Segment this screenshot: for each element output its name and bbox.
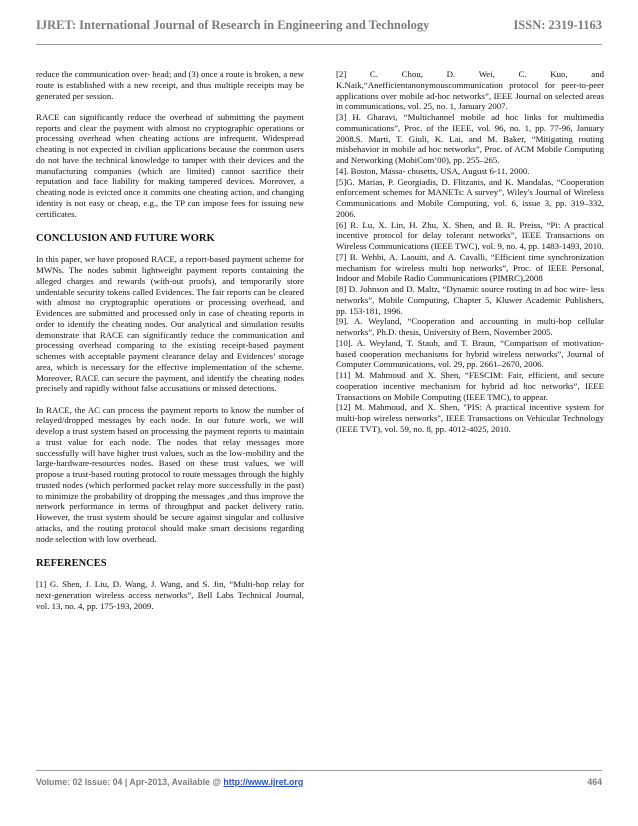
journal-link[interactable]: http://www.ijret.org: [223, 777, 304, 787]
reference-item: [9]. A. Weyland, “Cooperation and accounting in multi-hop cellular networks”, Ph.D. thesis, University of Bern, November 2005.: [336, 316, 604, 337]
reference-item: [4]. Boston, Massa- chusetts, USA, August 6-11, 2000.: [336, 165, 530, 176]
reference-item: [7] B. Wehbi, A. Laouiti, and A. Cavalli, “Efficient time synchronization mechanism for wireless multi hop networks”, Proc. of IEEE Personal, Indoor and Mobile Radio Communications (PIMRC),2008: [336, 251, 604, 284]
reference-item: [8] D. Johnson and D. Maltz, “Dynamic source routing in ad hoc wire- less networks”, Mobile Computing, Chapter 5, Kluwer Academic Publishers, pp. 153-181, 1996.: [336, 284, 604, 316]
paragraph: In RACE, the AC can process the payment reports to know the number of relayed/dropped messages by each node. In our future work, we will develop a trust system based on processing the payment reports to maintain a trust value for each node. The nodes that relay messages more successfully will have higher trust values, such as the low-mobility and the large-hardware-resources nodes. Based on these trust values, we will propose a trust-based routing protocol to route messages through the highly trusted nodes (which performed packet relay more successfully in the past) to minimize the probability of dropping the messages ,and thus improve the network performance in terms of throughput and packet delivery ratio. However, the trust system should be secure against singular and collusive attacks, and the routing protocol should make smart decisions regarding node selection with low overhead.: [36, 404, 304, 544]
reference-item: [3] H. Gharavi, “Multichannel mobile ad hoc links for multimedia communications”, Proc. of the IEEE, vol. 96, no. 1, pp. 77-96, January 2008.S. Marti, T. Giuli, K. Lai, and M. Baker, “Mitigating routing misbehavior in mobile ad hoc networks”, Proc. of ACM Mobile Computing and Networking (MobiCom’00), pp. 255–265.: [336, 112, 604, 165]
issn-label: ISSN: 2319-1163: [513, 17, 602, 32]
paragraph: reduce the communication over- head; and (3) once a route is broken, a new route is established with a new receipt, and thus multiple receipts may be generated per session.: [36, 69, 304, 101]
footer-divider: [36, 770, 602, 771]
reference-item: [6] R. Lu, X. Lin, H. Zhu, X. Shen, and B. R. Preiss, “Pi: A practical incentive protocol for delay tolerant networks”, IEEE Transactions on Wireless Communications (IEEE TWC), vol. 9, no. 4, pp. 1483-1493, 2010.: [336, 219, 604, 251]
page-number: 464: [587, 777, 602, 787]
reference-item: [12] M. Mahmoud, and X. Shen, "PIS: A practical incentive system for multi-hop wireless networks", IEEE Transactions on Vehicular Technology (IEEE TVT), vol. 59, no. 8, pp. 4012-4025, 2010.: [336, 402, 604, 434]
section-heading-conclusion: CONCLUSION AND FUTURE WORK: [36, 233, 215, 245]
right-column: [336, 69, 604, 435]
reference-item: [5]G. Marias, P. Georgiadis, D. Flitzanis, and K. Mandalas, “Cooperation enforcement schemes for MANETs: A survey”, Wiley's Journal of Wireless Communications and Mobile Computing, vol. 6, issue 3, pp. 319–332, 2006.: [336, 176, 604, 219]
left-column: [36, 69, 304, 612]
journal-title: IJRET: International Journal of Research in Engineering and Technology: [36, 17, 430, 32]
reference-item: [2] C. Chou, D. Wei, C. Kuo, and K.Naik,“Anefficientanonymouscommunication protocol for peer-to-peer applications over mobile ad-hoc networks”, IEEE Journal on selected areas in communications, vol. 25, no. 1, January 2007.: [336, 69, 604, 112]
page-footer: [36, 775, 602, 789]
page-header: [36, 14, 602, 36]
volume-text: Volume: 02 Issue: 04 | Apr-2013, Available @: [36, 777, 224, 787]
reference-item: [11] M. Mahmoud and X. Shen, “FESCIM: Fair, efficient, and secure cooperation incentive mechanism for hybrid ad hoc networks”, IEEE Transactions on Mobile Computing (IEEE TMC), to appear.: [336, 370, 604, 402]
reference-item: [10]. A. Weyland, T. Staub, and T. Braun, “Comparison of motivation- based cooperation mechanisms for hybrid wireless networks”, Journal of Computer Communications, vol. 29, pp. 2661–2670, 2006.: [336, 337, 604, 370]
section-heading-references: REFERENCES: [36, 558, 107, 570]
paragraph: RACE can significantly reduce the overhead of submitting the payment reports and clear the payment with almost no cryptographic operations or processing overhead when cheating actions are infrequent. Widespread cheating is not expected in civilian applications because the common users do not have the technical knowledge to tamper with their devices and the manufacturing companies (which are limited) cannot sacrifice their reputation and face liability for making tampered devices. Moreover, a cheating node is evicted once it commits one cheating action, and changing identity is not easy or cheap, e.g., the TP can impose fees for issuing new certificates.: [36, 111, 304, 219]
footer-volume-info: [36, 777, 303, 787]
header-divider: [36, 44, 602, 45]
reference-item: [1] G. Shen, J. Liu, D. Wang, J. Wang, and S. Jin, “Multi-hop relay for next-generation wireless access networks”, Bell Labs Technical Journal, vol. 13, no. 4, pp. 175-193, 2009.: [36, 579, 304, 611]
paragraph: In this paper, we have proposed RACE, a report-based payment scheme for MWNs. The nodes submit lightweight payment reports containing the alleged charges and rewards (with-out proofs), and temporarily store undeniable security tokens called Evidences. The fair reports can be cleared with almost no cryptographic operations or processing overhead, and Evidences are submitted and processed only in case of cheating reports in order to identify the cheating nodes. Our analytical and simulation results demonstrate that RACE can significantly reduce the communication and processing overhead comparing to the existing receipt-based payment schemes with acceptable payment clearance delay and Evidences’ storage area, which is necessary for the effective implementation of the scheme. Moreover, RACE can secure the payment, and identify the cheating nodes precisely and rapidly without false accusations or missed detections.: [36, 254, 304, 394]
